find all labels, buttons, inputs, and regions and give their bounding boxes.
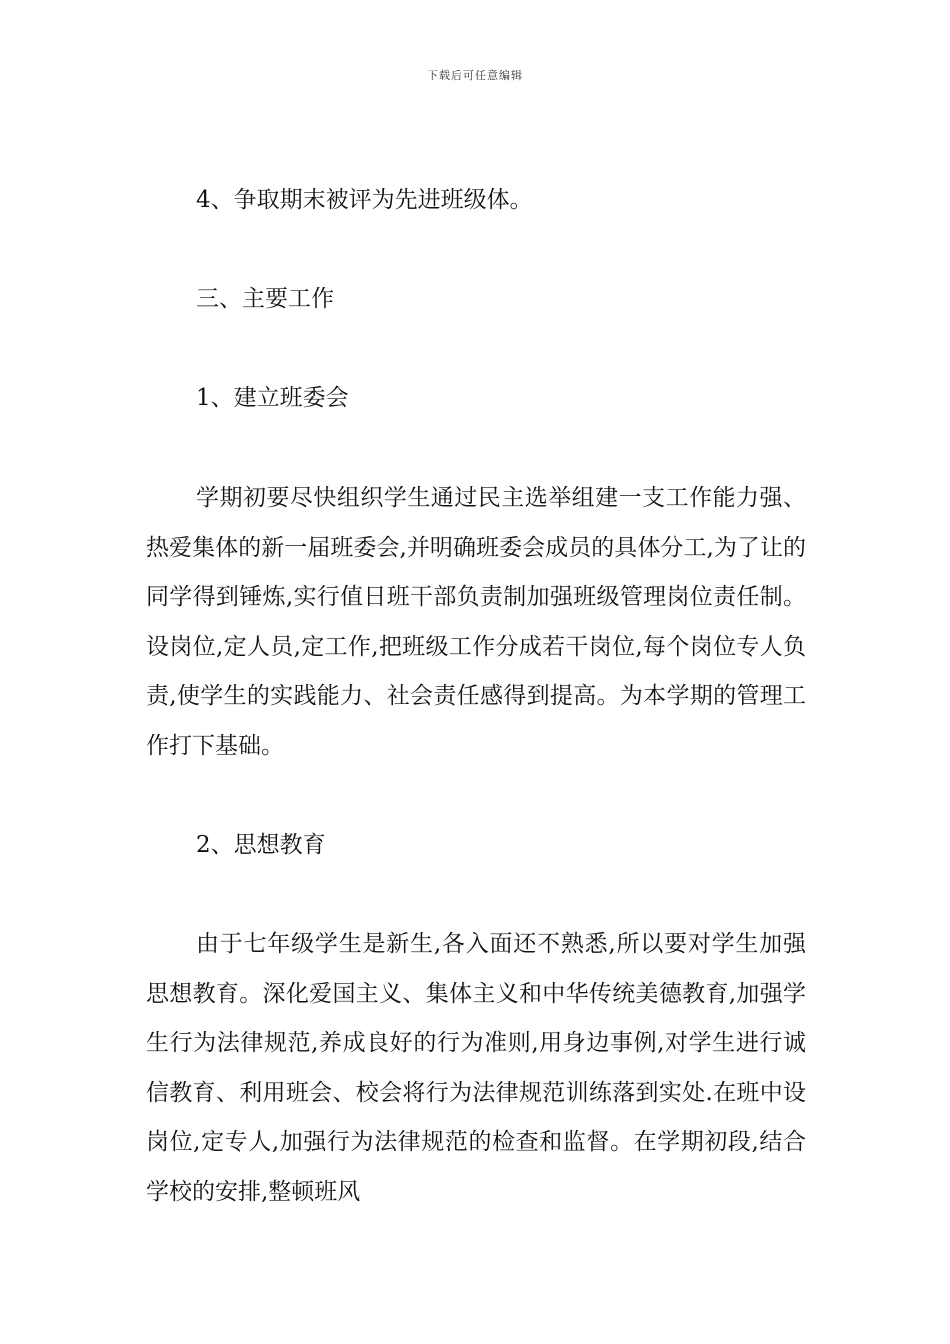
body-paragraph-1: 学期初要尽快组织学生通过民主选举组建一支工作能力强、热爱集体的新一届班委会,并明确班委会成员的具体分工,为了让的同学得到锤炼,实行值日班干部负责制加强班级管理岗位责任制。设岗位,定人员,定工作,把班级工作分成若干岗位,每个岗位专人负责,使学生的实践能力、社会责任感得到提高。为本学期的管理工作打下基础。: [146, 485, 806, 759]
page-header: 下载后可任意编辑: [427, 69, 523, 82]
section-heading: 三、主要工作: [196, 286, 334, 312]
body-paragraph-2: 由于七年级学生是新生,各入面还不熟悉,所以要对学生加强思想教育。深化爱国主义、集体主义和中华传统美德教育,加强学生行为法律规范,养成良好的行为准则,用身边事例,对学生进行诚信教育、利用班会、校会将行为法律规范训练落到实处.在班中设岗位,定专人,加强行为法律规范的检查和监督。在学期初段,结合学校的安排,整顿班风: [146, 931, 806, 1205]
subsection-heading-1: 1、建立班委会: [196, 385, 349, 411]
subsection-heading-2: 2、思想教育: [196, 832, 326, 858]
list-item-4: 4、争取期末被评为先进班级体。: [196, 187, 533, 213]
